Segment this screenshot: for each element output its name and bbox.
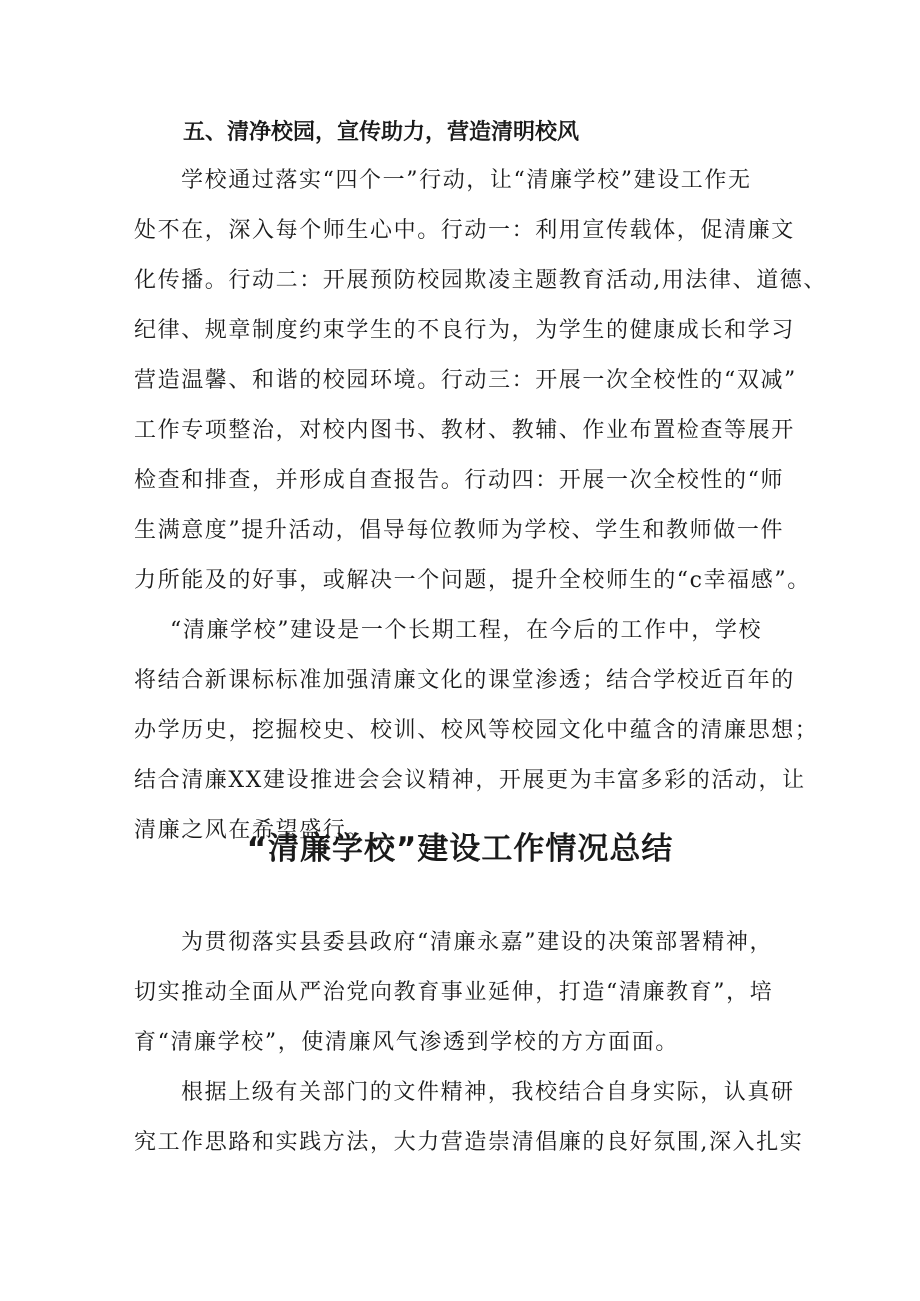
paragraph-line: “清廉学校”建设是一个长期工程，在今后的工作中，学校: [170, 618, 763, 643]
paragraph-line: 育“清廉学校”，使清廉风气渗透到学校的方方面面。: [134, 1030, 679, 1055]
paragraph-line: 将结合新课标标准加强清廉文化的课堂渗透；结合学校近百年的: [134, 668, 795, 693]
paragraph-line: 学校通过落实“四个一”行动，让“清廉学校”建设工作无: [181, 168, 752, 193]
paragraph-line: 力所能及的好事，或解决一个问题，提升全校师生的“c幸福感”。: [134, 568, 811, 593]
paragraph-line: 清廉之风在希望盛行。: [134, 818, 371, 843]
paragraph-line: 办学历史，挖掘校史、校训、校风等校园文化中蕴含的清廉思想；: [134, 718, 819, 743]
paragraph-line: 切实推动全面从严治党向教育事业延伸，打造“清廉教育”，培: [134, 980, 774, 1005]
paragraph-line: 为贯彻落实县委县政府“清廉永嘉”建设的决策部署精神，: [181, 930, 774, 955]
paragraph-line: 结合清廉XX建设推进会会议精神，开展更为丰富多彩的活动，让: [134, 768, 806, 793]
paragraph-line: 处不在，深入每个师生心中。行动一：利用宣传载体，促清廉文: [134, 218, 795, 243]
paragraph-line: 根据上级有关部门的文件精神，我校结合自身实际，认真研: [181, 1080, 795, 1105]
paragraph-line: 纪律、规章制度约束学生的不良行为，为学生的健康成长和学习: [134, 318, 795, 343]
document-title: “清廉学校”建设工作情况总结: [246, 831, 674, 867]
paragraph-line: 究工作思路和实践方法，大力营造崇清倡廉的良好氛围,深入扎实: [134, 1130, 804, 1155]
section-heading: 五、清净校园，宣传助力，营造清明校风: [183, 120, 580, 145]
paragraph-line: 工作专项整治，对校内图书、教材、教辅、作业布置检查等展开: [134, 418, 795, 443]
paragraph-line: 生满意度”提升活动，倡导每位教师为学校、学生和教师做一件: [134, 518, 785, 543]
paragraph-line: 检查和排查，并形成自查报告。行动四：开展一次全校性的“师: [134, 468, 785, 493]
paragraph-line: 营造温馨、和谐的校园环境。行动三：开展一次全校性的“双减”: [134, 368, 797, 393]
paragraph-line: 化传播。行动二：开展预防校园欺凌主题教育活动,用法律、道德、: [134, 268, 827, 293]
